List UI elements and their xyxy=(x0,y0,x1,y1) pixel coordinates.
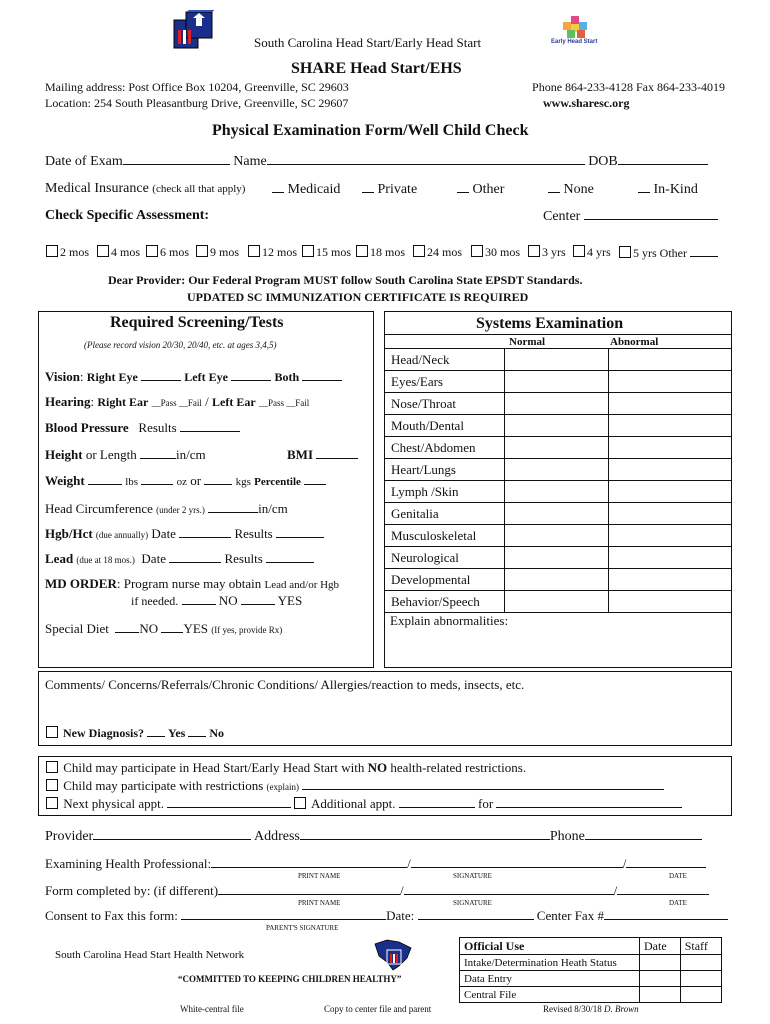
official-use-date-cell[interactable] xyxy=(640,971,681,987)
comments-label: Comments/ Concerns/Referrals/Chronic Conditions/ Allergies/reaction to meds, insects, etc. xyxy=(45,677,525,692)
systems-row xyxy=(385,371,732,393)
screening-title: Required Screening/Tests xyxy=(110,314,284,331)
systems-row xyxy=(385,591,732,613)
bmi-label: BMI xyxy=(287,447,313,462)
vision-row: Vision: Right Eye Left Eye Both xyxy=(45,369,342,385)
examining-print-name-field[interactable] xyxy=(211,856,407,868)
provider-label: Provider xyxy=(45,829,94,844)
weight-label: Weight xyxy=(45,473,85,488)
new-diagnosis-yes-field[interactable] xyxy=(147,725,165,737)
special-diet-hint: (If yes, provide Rx) xyxy=(211,625,283,635)
completed-by-date-field[interactable] xyxy=(617,883,709,895)
age-checkbox-4yrs[interactable] xyxy=(573,245,611,260)
completed-by-print-name-field[interactable] xyxy=(218,883,400,895)
program-title: South Carolina Head Start/Early Head Start xyxy=(254,35,482,50)
systems-row xyxy=(385,525,732,547)
address-field[interactable] xyxy=(300,828,550,840)
systems-row-label: Chest/Abdomen xyxy=(385,437,505,459)
official-use-row-label: Central File xyxy=(460,987,640,1003)
systems-abnormal-cell[interactable] xyxy=(609,481,732,503)
insurance-medicaid-label: Medicaid xyxy=(287,182,341,197)
website: www.sharesc.org xyxy=(543,96,630,110)
lbs-label: lbs xyxy=(125,476,139,488)
age-label: 4 mos xyxy=(111,245,141,259)
official-use-row-label: Data Entry xyxy=(460,971,640,987)
lead-row xyxy=(45,551,314,567)
md-order-row2 xyxy=(131,593,302,609)
oz-label: oz xyxy=(176,476,187,488)
or-label: or xyxy=(190,473,202,488)
systems-normal-cell[interactable] xyxy=(505,459,609,481)
both-eyes-field[interactable] xyxy=(302,369,342,381)
systems-header-line xyxy=(384,334,732,335)
or-length-label: or Length xyxy=(85,447,137,462)
right-ear-pass-fail[interactable]: __Pass __Fail xyxy=(151,398,202,408)
age-label: 24 mos xyxy=(427,245,463,259)
systems-row-label: Mouth/Dental xyxy=(385,415,505,437)
systems-row xyxy=(385,393,732,415)
systems-table xyxy=(384,348,732,613)
right-ear-label: Right Ear xyxy=(97,395,149,409)
head-start-logo xyxy=(172,10,214,50)
lead-label: Lead xyxy=(45,551,74,566)
systems-row xyxy=(385,349,732,371)
insurance-private[interactable] xyxy=(362,181,417,198)
next-appt-checkbox[interactable] xyxy=(46,797,58,809)
md-order-text: : Program nurse may obtain xyxy=(116,576,262,591)
participate-text: Child may participate in Head Start/Early Head Start with xyxy=(63,760,368,775)
bmi-row xyxy=(287,447,358,463)
systems-abnormal-cell[interactable] xyxy=(609,525,732,547)
fail-label: Fail xyxy=(187,398,202,408)
next-appt-field[interactable] xyxy=(167,796,291,808)
systems-abnormal-cell[interactable] xyxy=(609,437,732,459)
additional-appt-checkbox[interactable] xyxy=(294,797,306,809)
checkbox-icon xyxy=(619,246,631,258)
left-eye-field[interactable] xyxy=(231,369,271,381)
completed-by-signature-field[interactable] xyxy=(404,883,614,895)
explain-abnormalities: Explain abnormalities: xyxy=(390,613,509,628)
fail-label: Fail xyxy=(295,398,310,408)
next-appt-row xyxy=(46,796,682,812)
print-name-caption: PRINT NAME xyxy=(298,872,341,880)
insurance-none-label: None xyxy=(563,182,594,197)
hgb-results-field[interactable] xyxy=(276,526,324,538)
age-checkbox-24mos[interactable] xyxy=(413,245,462,260)
percentile-field[interactable] xyxy=(304,473,326,485)
head-circumference-hint: (under 2 yrs.) xyxy=(156,505,205,515)
bmi-field[interactable] xyxy=(316,447,358,459)
participate-text-end: health-related restrictions. xyxy=(387,760,527,775)
age-checkbox-2mos[interactable] xyxy=(46,245,89,260)
systems-abnormal-cell[interactable] xyxy=(609,393,732,415)
signature-caption: SIGNATURE xyxy=(453,872,492,880)
right-eye-label: Right Eye xyxy=(86,370,138,384)
copy-center-note: Copy to center file and parent xyxy=(324,1004,432,1014)
systems-row-label: Nose/Throat xyxy=(385,393,505,415)
mailing-address: Mailing address: Post Office Box 10204, Greenville, SC 29603 xyxy=(45,80,349,94)
checkbox-icon xyxy=(302,245,314,257)
systems-normal-cell[interactable] xyxy=(505,437,609,459)
normal-header: Normal xyxy=(509,336,546,348)
pass-label: Pass xyxy=(160,398,177,408)
phone-label: Phone xyxy=(549,829,585,844)
systems-row-label: Eyes/Ears xyxy=(385,371,505,393)
hearing-row: Hearing: Right Ear __Pass __Fail / Left Ear __Pass __Fail xyxy=(45,394,310,409)
restrictions-text: Child may participate with restrictions xyxy=(63,778,264,793)
vision-label: Vision xyxy=(45,369,80,384)
date-of-exam-row xyxy=(45,153,708,170)
date-caption-2: DATE xyxy=(669,899,687,907)
special-diet-row xyxy=(45,621,282,637)
bp-results-field[interactable] xyxy=(180,420,240,432)
age-label: 9 mos xyxy=(210,245,240,259)
phone-fax: Phone 864-233-4128 Fax 864-233-4019 xyxy=(532,80,725,94)
insurance-none[interactable] xyxy=(548,181,594,198)
weight-kgs-field[interactable] xyxy=(204,473,232,485)
md-order-label: MD ORDER xyxy=(45,576,117,591)
for-field[interactable] xyxy=(496,796,682,808)
name-label: Name xyxy=(233,154,267,169)
age-label: 4 yrs xyxy=(587,245,611,259)
hgb-row xyxy=(45,526,324,542)
check-assessment-label: Check Specific Assessment: xyxy=(45,208,210,223)
date-caption: DATE xyxy=(669,872,687,880)
head-circumference-field[interactable] xyxy=(208,501,258,513)
motto: “COMMITTED TO KEEPING CHILDREN HEALTHY” xyxy=(178,974,402,984)
insurance-other-label: Other xyxy=(472,182,505,197)
new-diagnosis-no-field[interactable] xyxy=(188,725,206,737)
address-label: Address xyxy=(253,829,300,844)
systems-abnormal-cell[interactable] xyxy=(609,503,732,525)
age-checkbox-15mos[interactable] xyxy=(302,245,351,260)
completed-by-row: Form completed by: (if different) / / xyxy=(45,883,709,899)
age-label: 3 yrs xyxy=(542,245,566,259)
head-circumference-unit: in/cm xyxy=(258,501,288,516)
kgs-label: kgs xyxy=(235,476,251,488)
center-fax-label: Center Fax # xyxy=(536,908,604,923)
systems-row xyxy=(385,547,732,569)
age-other-field[interactable] xyxy=(690,245,718,257)
provider-field[interactable] xyxy=(93,828,251,840)
consent-row xyxy=(45,908,728,924)
location-address: Location: 254 South Pleasantburg Drive, Greenville, SC 29607 xyxy=(45,96,349,110)
systems-normal-cell[interactable] xyxy=(505,415,609,437)
center-row xyxy=(543,208,718,225)
systems-abnormal-cell[interactable] xyxy=(609,591,732,613)
hgb-results-label: Results xyxy=(234,526,273,541)
participate-no-bold: NO xyxy=(367,760,388,775)
systems-abnormal-cell[interactable] xyxy=(609,547,732,569)
participate-with-restrictions[interactable] xyxy=(46,778,664,794)
age-label: 15 mos xyxy=(316,245,352,259)
examining-signature-field[interactable] xyxy=(411,856,623,868)
new-diagnosis-label: New Diagnosis? xyxy=(63,726,145,740)
official-use-staff-cell[interactable] xyxy=(680,971,721,987)
insurance-label xyxy=(45,181,245,197)
systems-normal-cell[interactable] xyxy=(505,393,609,415)
hgb-label: Hgb/Hct xyxy=(45,526,93,541)
insurance-other[interactable] xyxy=(457,181,504,198)
systems-abnormal-cell[interactable] xyxy=(609,569,732,591)
special-diet-label: Special Diet xyxy=(45,621,109,636)
lead-date-label: Date xyxy=(141,551,166,566)
age-label: 5 yrs Other xyxy=(633,246,687,260)
systems-row xyxy=(385,481,732,503)
blood-pressure-row xyxy=(45,420,240,436)
checkbox-icon xyxy=(46,245,58,257)
systems-abnormal-cell[interactable] xyxy=(609,415,732,437)
age-label: 30 mos xyxy=(485,245,521,259)
systems-row xyxy=(385,415,732,437)
phone-field[interactable] xyxy=(585,828,702,840)
pass-label: Pass xyxy=(267,398,284,408)
dob-label: DOB xyxy=(588,154,618,169)
weight-row xyxy=(45,473,326,489)
center-fax-field[interactable] xyxy=(604,908,728,920)
official-use-staff-cell[interactable] xyxy=(680,987,721,1003)
systems-row xyxy=(385,437,732,459)
systems-normal-cell[interactable] xyxy=(505,349,609,371)
early-head-start-logo-text: Early Head Start xyxy=(551,39,598,45)
parent-signature-field[interactable] xyxy=(181,908,386,920)
left-ear-pass-fail[interactable]: __Pass __Fail xyxy=(258,398,310,408)
official-use-staff-cell[interactable] xyxy=(680,955,721,971)
revised-note xyxy=(543,1004,639,1014)
checkbox-icon xyxy=(97,245,109,257)
systems-row-label: Head/Neck xyxy=(385,349,505,371)
signature-caption-2: SIGNATURE xyxy=(453,899,492,907)
additional-appt-field[interactable] xyxy=(399,796,475,808)
checkbox-icon xyxy=(528,245,540,257)
official-use-staff-header: Staff xyxy=(680,938,721,955)
age-label: 18 mos xyxy=(370,245,406,259)
systems-row-label: Genitalia xyxy=(385,503,505,525)
date-of-exam-label: Date of Exam xyxy=(45,154,123,169)
percentile-label: Percentile xyxy=(254,476,301,488)
additional-appt-label: Additional appt. xyxy=(311,796,396,811)
new-diagnosis-row xyxy=(46,725,224,741)
systems-row-label: Developmental xyxy=(385,569,505,591)
age-label: 6 mos xyxy=(160,245,190,259)
lead-results-field[interactable] xyxy=(266,551,314,563)
age-checkbox-5yrs-other[interactable] xyxy=(619,245,718,261)
special-diet-no-label: NO xyxy=(139,621,159,636)
systems-normal-cell[interactable] xyxy=(505,547,609,569)
new-diagnosis-checkbox[interactable] xyxy=(46,726,58,738)
checkbox-icon xyxy=(573,245,585,257)
print-name-caption-2: PRINT NAME xyxy=(298,899,341,907)
consent-date-label: Date: xyxy=(386,908,415,923)
systems-abnormal-cell[interactable] xyxy=(609,459,732,481)
special-diet-yes-label: YES xyxy=(183,621,208,636)
systems-row-label: Lymph /Skin xyxy=(385,481,505,503)
revised-by: D. Brown xyxy=(604,1004,639,1014)
insurance-private-label: Private xyxy=(377,182,418,197)
screening-box xyxy=(38,311,374,668)
right-eye-field[interactable] xyxy=(141,369,181,381)
md-order-yes-field[interactable] xyxy=(241,593,275,605)
systems-row-label: Neurological xyxy=(385,547,505,569)
insurance-inkind-label: In-Kind xyxy=(653,182,698,197)
systems-row xyxy=(385,459,732,481)
official-use-date-cell[interactable] xyxy=(640,955,681,971)
official-use-date-header: Date xyxy=(640,938,681,955)
blood-pressure-label: Blood Pressure xyxy=(45,420,129,435)
examining-date-field[interactable] xyxy=(626,856,706,868)
new-diagnosis-no: No xyxy=(209,726,225,740)
systems-normal-cell[interactable] xyxy=(505,569,609,591)
for-label: for xyxy=(478,796,494,811)
left-ear-label: Left Ear xyxy=(212,395,256,409)
age-checkbox-3yrs[interactable] xyxy=(528,245,566,260)
age-checkbox-6mos[interactable] xyxy=(146,245,189,260)
systems-normal-cell[interactable] xyxy=(505,503,609,525)
insurance-label-text: Medical Insurance xyxy=(45,181,149,196)
restrictions-hint: (explain) xyxy=(266,782,299,792)
head-circumference-label: Head Circumference xyxy=(45,501,153,516)
form-title: Physical Examination Form/Well Child Check xyxy=(212,122,529,139)
lead-hint: (due at 18 mos.) xyxy=(76,555,135,565)
hgb-hint: (due annually) xyxy=(95,530,149,540)
checkbox-icon xyxy=(46,761,58,773)
checkbox-icon xyxy=(46,779,58,791)
new-diagnosis-yes: Yes xyxy=(168,726,186,740)
official-use-date-cell[interactable] xyxy=(640,987,681,1003)
age-label: 12 mos xyxy=(262,245,298,259)
screening-subtitle-text: (Please record vision 20/30, 20/40, etc. at ages 3,4,5) xyxy=(84,340,277,350)
examining-row: Examining Health Professional: / / xyxy=(45,856,706,872)
systems-row-label: Behavior/Speech xyxy=(385,591,505,613)
weight-oz-field[interactable] xyxy=(141,473,173,485)
bp-results-label: Results xyxy=(138,420,177,435)
systems-normal-cell[interactable] xyxy=(505,371,609,393)
provider-notice: Dear Provider: Our Federal Program MUST follow South Carolina State EPSDT Standards. xyxy=(108,273,583,287)
parent-signature-caption: PARENT'S SIGNATURE xyxy=(266,924,339,932)
official-use-title: Official Use xyxy=(460,938,640,955)
md-order-if-needed: if needed. xyxy=(131,594,179,608)
insurance-hint: (check all that apply) xyxy=(152,183,246,195)
name-field[interactable] xyxy=(267,153,585,165)
special-diet-yes-field[interactable] xyxy=(161,621,183,633)
systems-title: Systems Examination xyxy=(476,315,624,332)
dob-field[interactable] xyxy=(618,153,708,165)
completed-by-label: Form completed by: (if different) xyxy=(45,883,219,898)
date-of-exam-field[interactable] xyxy=(123,153,230,165)
early-head-start-logo xyxy=(551,12,603,50)
checkbox-icon xyxy=(471,245,483,257)
next-appt-label: Next physical appt. xyxy=(63,796,164,811)
height-row xyxy=(45,447,206,463)
official-use-row-label: Intake/Determination Heath Status xyxy=(460,955,640,971)
md-order-text-small: Lead and/or Hgb xyxy=(264,579,340,591)
checkbox-icon xyxy=(356,245,368,257)
systems-normal-cell[interactable] xyxy=(505,591,609,613)
consent-label: Consent to Fax this form: xyxy=(45,908,178,923)
systems-row-label: Musculoskeletal xyxy=(385,525,505,547)
official-use-table xyxy=(459,937,722,1003)
center-label: Center xyxy=(543,209,581,224)
checkbox-icon xyxy=(248,245,260,257)
systems-abnormal-cell[interactable] xyxy=(609,349,732,371)
examining-label: Examining Health Professional: xyxy=(45,856,212,871)
consent-date-field[interactable] xyxy=(418,908,534,920)
hgb-date-label: Date xyxy=(151,526,176,541)
org-name: SHARE Head Start/EHS xyxy=(291,60,462,77)
white-copy-note: White-central file xyxy=(180,1004,244,1014)
screening-subtitle xyxy=(84,340,277,350)
md-order-no-field[interactable] xyxy=(182,593,216,605)
systems-row-label: Heart/Lungs xyxy=(385,459,505,481)
age-checkbox-12mos[interactable] xyxy=(248,245,297,260)
special-diet-no-field[interactable] xyxy=(115,621,139,633)
provider-row xyxy=(45,828,702,845)
height-label: Height xyxy=(45,447,83,462)
lead-date-field[interactable] xyxy=(169,551,221,563)
systems-normal-cell[interactable] xyxy=(505,525,609,547)
weight-lbs-field[interactable] xyxy=(88,473,122,485)
left-eye-label: Left Eye xyxy=(184,370,228,384)
participate-no-restrictions[interactable] xyxy=(46,760,526,776)
systems-normal-cell[interactable] xyxy=(505,481,609,503)
height-field[interactable] xyxy=(140,447,176,459)
lead-results-label: Results xyxy=(224,551,263,566)
checkbox-icon xyxy=(196,245,208,257)
checkbox-icon xyxy=(146,245,158,257)
md-order-row xyxy=(45,576,339,592)
checkbox-icon xyxy=(413,245,425,257)
both-eyes-label: Both xyxy=(274,370,300,384)
systems-abnormal-cell[interactable] xyxy=(609,371,732,393)
restrictions-explain-field[interactable] xyxy=(302,778,664,790)
systems-row xyxy=(385,503,732,525)
age-checkbox-30mos[interactable] xyxy=(471,245,520,260)
hearing-label: Hearing xyxy=(45,394,91,409)
md-order-yes-label: YES xyxy=(277,593,303,608)
height-unit: in/cm xyxy=(175,447,206,462)
network-name: South Carolina Head Start Health Network xyxy=(55,949,245,961)
age-checkbox-9mos[interactable] xyxy=(196,245,239,260)
age-checkbox-18mos[interactable] xyxy=(356,245,405,260)
md-order-no-label: NO xyxy=(218,593,238,608)
insurance-medicaid[interactable] xyxy=(272,181,340,198)
age-label: 2 mos xyxy=(60,245,90,259)
abnormal-header: Abnormal xyxy=(610,336,659,348)
systems-row xyxy=(385,569,732,591)
sc-state-logo xyxy=(373,938,415,972)
center-field[interactable] xyxy=(584,208,718,220)
immunization-notice: UPDATED SC IMMUNIZATION CERTIFICATE IS REQUIRED xyxy=(187,290,529,304)
head-circumference-row xyxy=(45,501,288,517)
insurance-inkind[interactable] xyxy=(638,181,698,198)
age-checkbox-4mos[interactable] xyxy=(97,245,140,260)
hgb-date-field[interactable] xyxy=(179,526,231,538)
revised-date: Revised 8/30/18 xyxy=(543,1004,602,1014)
